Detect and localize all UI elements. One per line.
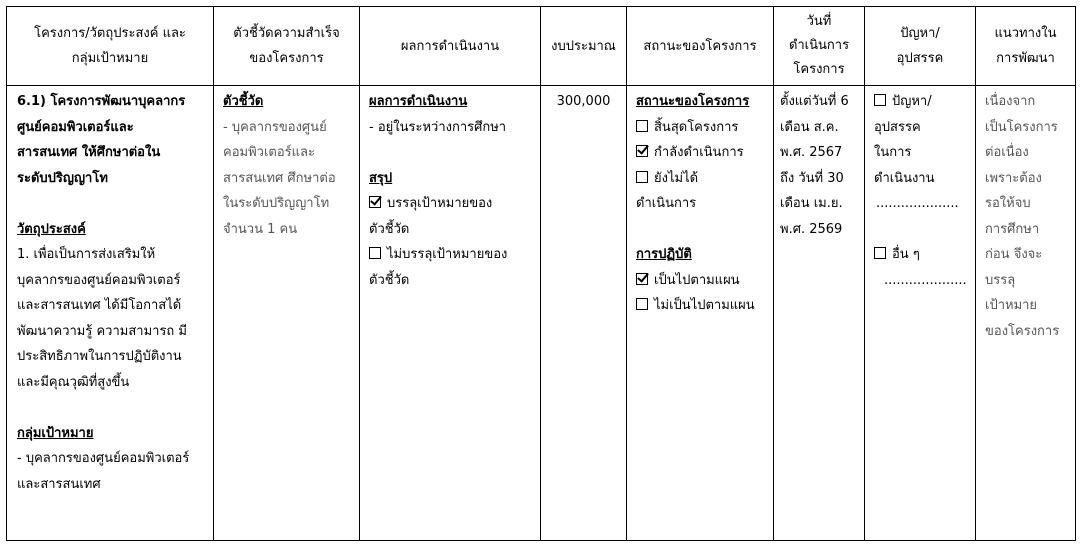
project-cell	[7, 86, 214, 541]
guideline-cell	[976, 86, 1076, 541]
guideline-line: เป้าหมาย	[985, 298, 1038, 313]
dates-line: ถึง วันที่ 30	[780, 170, 844, 186]
header-indicator: ตัวชี้วัดความสำเร็จ ของโครงการ	[214, 7, 360, 86]
guideline-line: ของโครงการ	[985, 323, 1060, 339]
problem-cell: ปัญหา/ อุปสรรค ในการ ดำเนินงาน .................... อื่น ๆ ....................	[865, 86, 976, 541]
unchecked-checkbox-icon[interactable]	[369, 247, 381, 259]
budget-amount: 300,000	[556, 94, 611, 109]
unchecked-checkbox-icon[interactable]	[636, 171, 648, 183]
practice-heading: การปฏิบัติ	[636, 247, 692, 262]
guideline-line: การศึกษา	[985, 221, 1040, 237]
target-heading: กลุ่มเป้าหมาย	[17, 425, 94, 441]
summary-heading: สรุป	[369, 170, 393, 186]
guideline-line: ก่อน จึงจะ	[985, 247, 1043, 262]
indicator-heading: ตัวชี้วัด	[223, 94, 264, 109]
project-title-line: ระดับปริญญาโท	[17, 170, 108, 186]
project-title-line: ศูนย์คอมพิวเตอร์และ	[17, 119, 134, 135]
project-report-table	[6, 6, 1076, 541]
header-result: ผลการดำเนินงาน	[360, 7, 541, 86]
dates-line: พ.ศ. 2569	[780, 221, 843, 237]
indicator-line: สารสนเทศ ศึกษาต่อ	[223, 170, 336, 186]
indicator-line: จำนวน 1 คน	[223, 221, 298, 237]
header-budget: งบประมาณ	[541, 7, 627, 86]
project-title-line: 6.1) โครงการพัฒนาบุคลากร	[17, 94, 186, 109]
header-row	[7, 7, 1076, 86]
guideline-line: เป็นโครงการ	[985, 119, 1058, 135]
other-option[interactable]: อื่น ๆ	[874, 242, 969, 268]
status-option-completed[interactable]: สิ้นสุดโครงการ	[636, 115, 767, 141]
problem-fill-line: ....................	[876, 196, 959, 211]
unchecked-checkbox-icon[interactable]	[874, 247, 886, 259]
result-cell: ผลการดำเนินงาน - อยู่ในระหว่างการศึกษา สรุป บรรลุเป้าหมายของ ตัวชี้วัด ไม่บรรลุเป้าหมายของ ตัวชี้วัด	[360, 86, 541, 541]
summary-option-not-achieved[interactable]: ไม่บรรลุเป้าหมายของ	[369, 242, 534, 268]
budget-cell	[541, 86, 627, 541]
header-guideline: แนวทางใน การพัฒนา	[976, 7, 1076, 86]
indicator-line: คอมพิวเตอร์และ	[223, 145, 315, 160]
summary-option-achieved[interactable]: บรรลุเป้าหมายของ	[369, 191, 534, 217]
checked-checkbox-icon[interactable]	[636, 145, 648, 157]
objective-heading: วัตถุประสงค์	[17, 221, 86, 237]
guideline-line: รอให้จบ	[985, 196, 1031, 211]
unchecked-checkbox-icon[interactable]	[874, 94, 886, 106]
result-text: - อยู่ในระหว่างการศึกษา	[369, 119, 507, 135]
header-project: โครงการ/วัตถุประสงค์ และ กลุ่มเป้าหมาย	[7, 7, 214, 86]
dates-line: พ.ศ. 2567	[780, 145, 843, 160]
header-problem: ปัญหา/ อุปสรรค	[865, 7, 976, 86]
data-row	[7, 86, 1076, 541]
other-fill-line: ....................	[884, 272, 967, 288]
header-dates: วันที่ ดำเนินการ โครงการ	[774, 7, 865, 86]
objective-line: ประสิทธิภาพในการปฏิบัติงาน	[17, 349, 182, 364]
practice-option-off-plan[interactable]: ไม่เป็นไปตามแผน	[636, 293, 767, 319]
indicator-line: - บุคลากรของศูนย์	[223, 119, 327, 135]
indicator-line: ในระดับปริญญาโท	[223, 196, 330, 211]
objective-line: 1. เพื่อเป็นการส่งเสริมให้	[17, 247, 156, 262]
dates-line: เดือน เม.ย.	[780, 196, 843, 211]
guideline-line: บรรลุ	[985, 272, 1016, 288]
target-line: - บุคลากรของศูนย์คอมพิวเตอร์	[17, 451, 190, 466]
dates-line: ตั้งแต่วันที่ 6	[780, 94, 849, 109]
project-title-line: สารสนเทศ ให้ศึกษาต่อใน	[17, 145, 161, 160]
objective-line: พัฒนาความรู้ ความสามารถ มี	[17, 323, 188, 339]
guideline-line: ต่อเนื่อง	[985, 145, 1029, 160]
checked-checkbox-icon[interactable]	[369, 196, 381, 208]
target-line: และสารสนเทศ	[17, 476, 101, 492]
problem-option[interactable]: ปัญหา/	[874, 89, 969, 115]
guideline-line: เนื่องจาก	[985, 94, 1036, 109]
status-option-not-started[interactable]: ยังไม่ได้	[636, 166, 767, 192]
status-heading: สถานะของโครงการ	[636, 94, 750, 109]
dates-line: เดือน ส.ค.	[780, 119, 839, 135]
unchecked-checkbox-icon[interactable]	[636, 298, 648, 310]
practice-option-on-plan[interactable]: เป็นไปตามแผน	[636, 268, 767, 294]
indicator-cell	[214, 86, 360, 541]
status-cell: สถานะของโครงการ สิ้นสุดโครงการ กำลังดำเนินการ ยังไม่ได้ ดำเนินการ การปฏิบัติ เป็นไปตามแผน ไม่เป็นไปตามแผน	[627, 86, 774, 541]
dates-cell	[774, 86, 865, 541]
objective-line: และมีคุณวุฒิที่สูงขึ้น	[17, 374, 130, 390]
status-option-in-progress[interactable]: กำลังดำเนินการ	[636, 140, 767, 166]
unchecked-checkbox-icon[interactable]	[636, 120, 648, 132]
checked-checkbox-icon[interactable]	[636, 273, 648, 285]
header-status: สถานะของโครงการ	[627, 7, 774, 86]
objective-line: บุคลากรของศูนย์คอมพิวเตอร์	[17, 272, 181, 288]
result-heading: ผลการดำเนินงาน	[369, 94, 468, 109]
objective-line: และสารสนเทศ ได้มีโอกาสได้	[17, 298, 182, 313]
guideline-line: เพราะต้อง	[985, 170, 1042, 186]
